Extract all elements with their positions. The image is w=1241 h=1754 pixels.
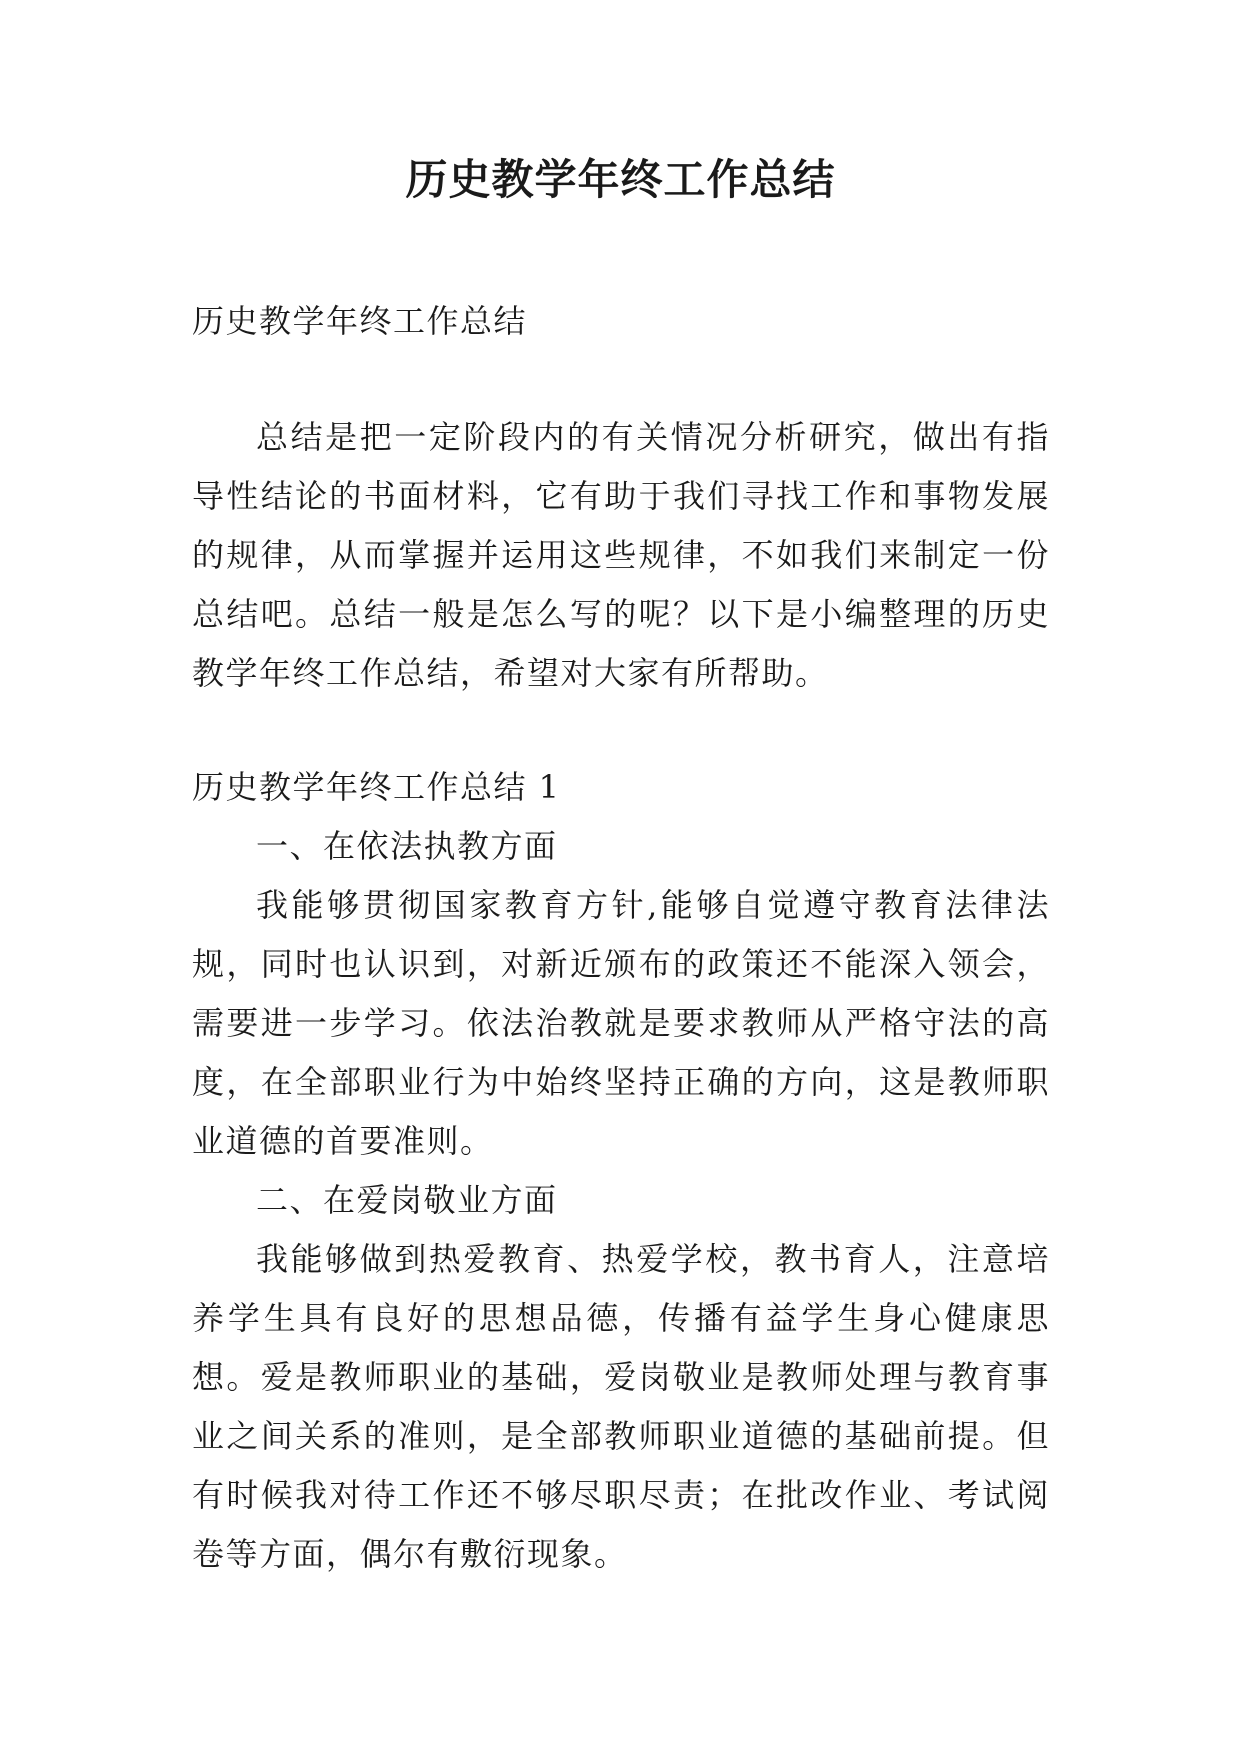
section-heading-1: 一、在依法执教方面 [256, 827, 558, 865]
body-paragraph-2: 我能够做到热爱教育、热爱学校，教书育人，注意培养学生具有良好的思想品德，传播有益学生身心健康思想。爱是教师职业的基础，爱岗敬业是教师处理与教育事业之间关系的准则，是全部教师职业道德的基础前提。但有时候我对待工作还不够尽职尽责；在批改作业、考试阅卷等方面，偶尔有敷衍现象。 [192, 1240, 1050, 1573]
section-title: 历史教学年终工作总结 1 [192, 768, 561, 806]
body-paragraph-1: 我能够贯彻国家教育方针,能够自觉遵守教育法律法规，同时也认识到，对新近颁布的政策还不能深入领会，需要进一步学习。依法治教就是要求教师从严格守法的高度，在全部职业行为中始终坚持正确的方向，这是教师职业道德的首要准则。 [192, 886, 1050, 1160]
document-body [192, 292, 1050, 1584]
section-heading-2: 二、在爱岗敬业方面 [256, 1181, 558, 1219]
document-subtitle: 历史教学年终工作总结 [192, 302, 528, 340]
document-title: 历史教学年终工作总结 [405, 155, 836, 204]
intro-paragraph: 总结是把一定阶段内的有关情况分析研究，做出有指导性结论的书面材料，它有助于我们寻找工作和事物发展的规律，从而掌握并运用这些规律，不如我们来制定一份总结吧。总结一般是怎么写的呢？以下是小编整理的历史教学年终工作总结，希望对大家有所帮助。 [192, 418, 1050, 692]
